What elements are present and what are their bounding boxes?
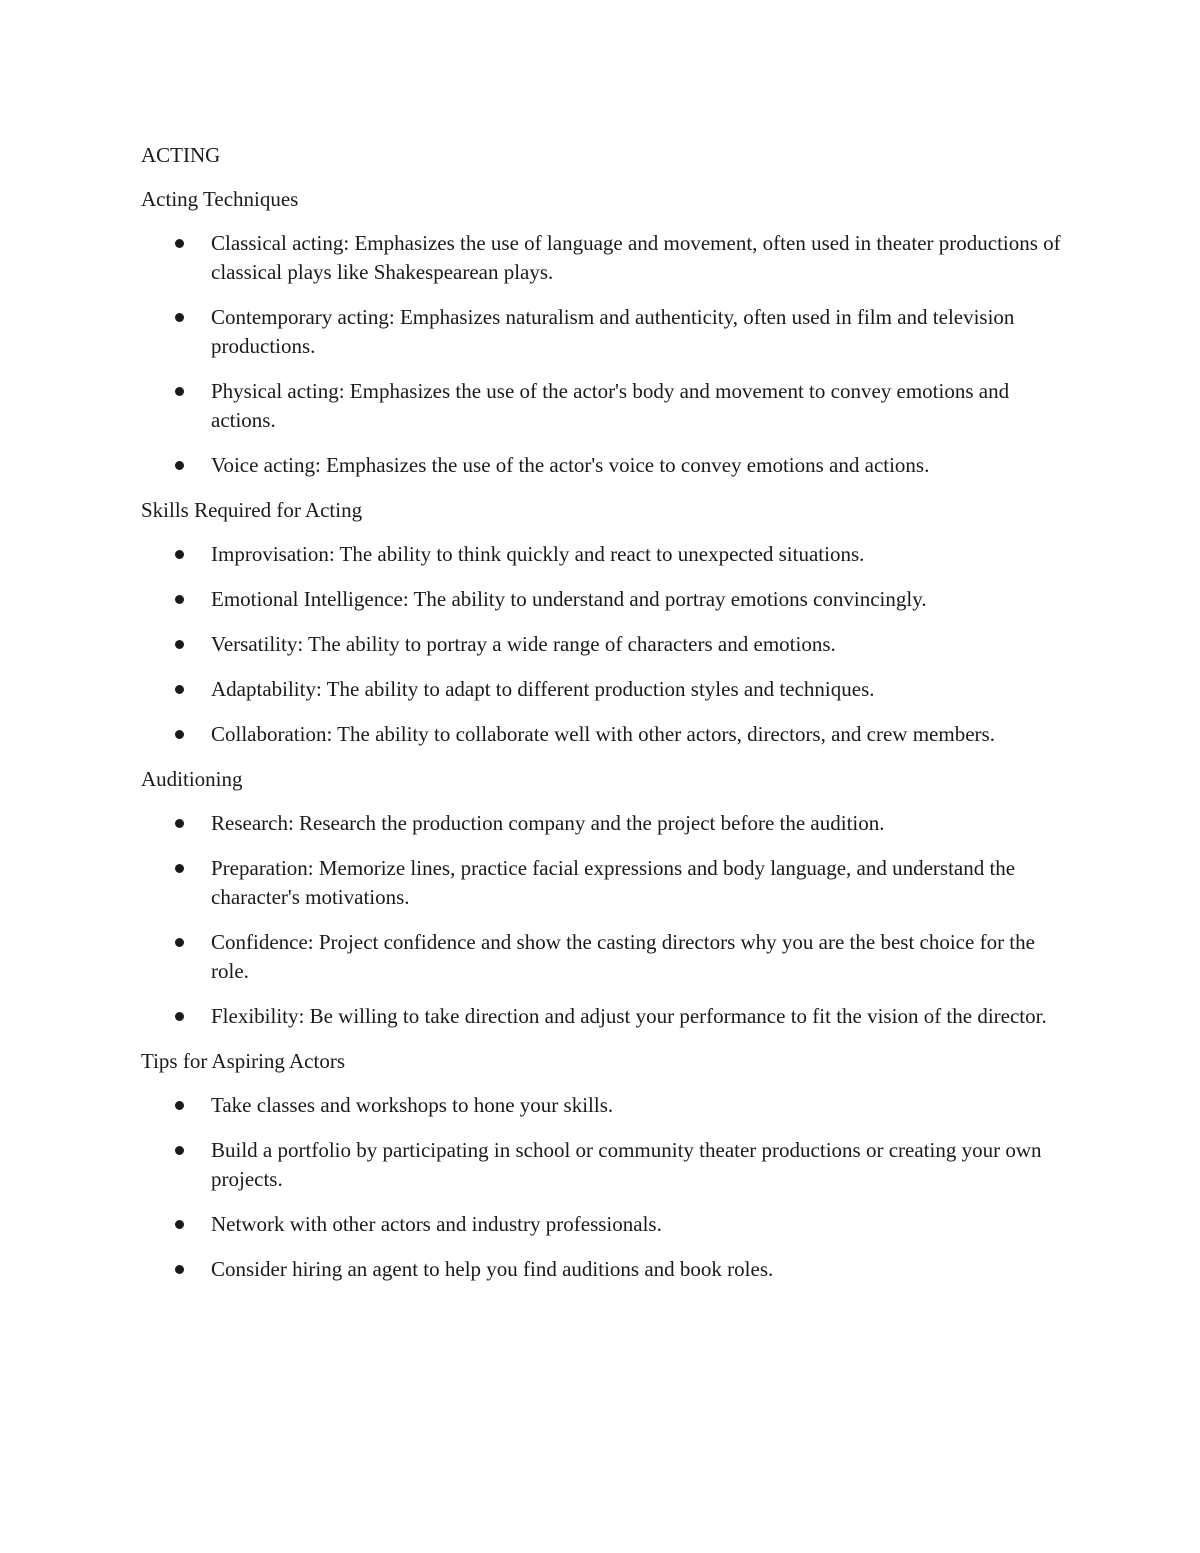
list-item: [141, 928, 1061, 986]
list-item: [141, 1091, 1061, 1120]
bullet-icon: [175, 1265, 184, 1274]
bullet-icon: [175, 1146, 184, 1155]
bullet-icon: [175, 864, 184, 873]
tips-list: [141, 1091, 1061, 1284]
list-item-text: Versatility: The ability to portray a wide range of characters and emotions.: [211, 632, 836, 656]
list-item-text: Take classes and workshops to hone your skills.: [211, 1093, 614, 1117]
bullet-icon: [175, 595, 184, 604]
list-item-text: Emotional Intelligence: The ability to understand and portray emotions convincingly.: [211, 587, 927, 611]
list-item-text: Voice acting: Emphasizes the use of the actor's voice to convey emotions and actions.: [211, 453, 930, 477]
document-page: [141, 141, 1061, 1300]
list-item-text: Consider hiring an agent to help you find auditions and book roles.: [211, 1257, 774, 1281]
list-item-text: Flexibility: Be willing to take direction and adjust your performance to fit the vision of the director.: [211, 1004, 1047, 1028]
list-item-text: Network with other actors and industry professionals.: [211, 1212, 662, 1236]
bullet-icon: [175, 685, 184, 694]
skills-required-list: [141, 540, 1061, 749]
bullet-icon: [175, 1101, 184, 1110]
bullet-icon: [175, 1220, 184, 1229]
list-item-text: Build a portfolio by participating in school or community theater productions or creating your own projects.: [211, 1138, 1042, 1191]
list-item: [141, 303, 1061, 361]
auditioning-list: [141, 809, 1061, 1031]
list-item-text: Collaboration: The ability to collaborate well with other actors, directors, and crew members.: [211, 722, 995, 746]
document-title: ACTING: [141, 143, 221, 167]
list-item: [141, 377, 1061, 435]
list-item-text: Classical acting: Emphasizes the use of language and movement, often used in theater productions of classical plays like Shakespearean plays.: [211, 231, 1061, 284]
section-heading-auditioning: Auditioning: [141, 767, 243, 791]
bullet-icon: [175, 1012, 184, 1021]
list-item: [141, 540, 1061, 569]
bullet-icon: [175, 387, 184, 396]
bullet-icon: [175, 938, 184, 947]
list-item-text: Improvisation: The ability to think quickly and react to unexpected situations.: [211, 542, 865, 566]
bullet-icon: [175, 461, 184, 470]
list-item-text: Adaptability: The ability to adapt to different production styles and techniques.: [211, 677, 875, 701]
list-item: [141, 1255, 1061, 1284]
list-item-text: Physical acting: Emphasizes the use of the actor's body and movement to convey emotions and actions.: [211, 379, 1010, 432]
list-item: [141, 451, 1061, 480]
bullet-icon: [175, 819, 184, 828]
section-heading-skills-required: Skills Required for Acting: [141, 498, 363, 522]
list-item: [141, 809, 1061, 838]
list-item: [141, 720, 1061, 749]
section-heading-tips-aspiring-actors: Tips for Aspiring Actors: [141, 1049, 346, 1073]
list-item-text: Preparation: Memorize lines, practice facial expressions and body language, and understand the character's motivations.: [211, 856, 1016, 909]
list-item-text: Confidence: Project confidence and show the casting directors why you are the best choice for the role.: [211, 930, 1035, 983]
bullet-icon: [175, 640, 184, 649]
acting-techniques-list: [141, 229, 1061, 480]
list-item: [141, 1210, 1061, 1239]
bullet-icon: [175, 550, 184, 559]
list-item: [141, 1002, 1061, 1031]
list-item: [141, 585, 1061, 614]
list-item: [141, 630, 1061, 659]
bullet-icon: [175, 313, 184, 322]
list-item: [141, 229, 1061, 287]
list-item-text: Research: Research the production company and the project before the audition.: [211, 811, 885, 835]
bullet-icon: [175, 730, 184, 739]
list-item-text: Contemporary acting: Emphasizes naturalism and authenticity, often used in film and television productions.: [211, 305, 1015, 358]
section-heading-acting-techniques: Acting Techniques: [141, 187, 299, 211]
list-item: [141, 1136, 1061, 1194]
list-item: [141, 675, 1061, 704]
bullet-icon: [175, 239, 184, 248]
list-item: [141, 854, 1061, 912]
